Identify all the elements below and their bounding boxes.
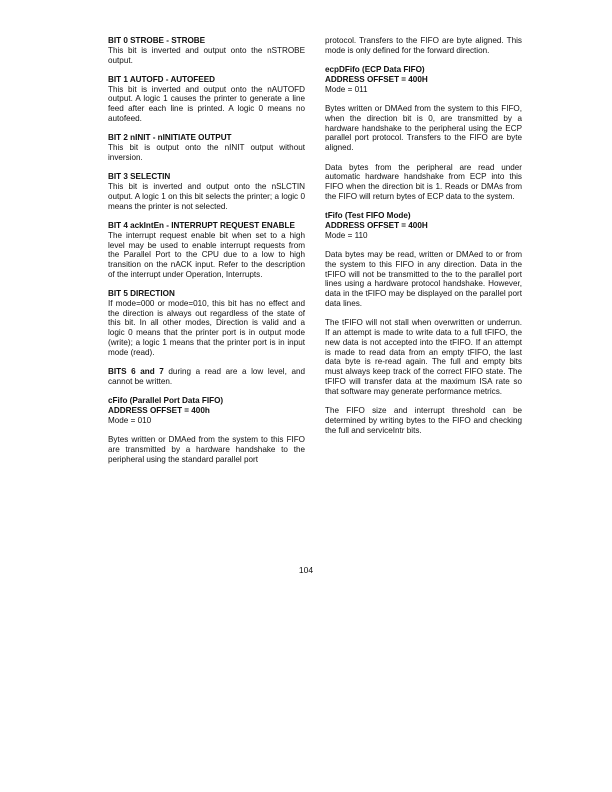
bit2-heading: BIT 2 nINIT - nINITIATE OUTPUT: [108, 133, 232, 143]
cfifo-mode: Mode = 010: [108, 415, 152, 425]
right-column: [325, 36, 522, 445]
tfifo-address: ADDRESS OFFSET = 400H: [325, 221, 428, 230]
cfifo-continuation: protocol. Transfers to the FIFO are byte aligned. This mode is only defined for the forward direction.: [325, 36, 522, 55]
ecpdfifo-mode: Mode = 011: [325, 84, 368, 94]
bits67-body: during a read are a low level, and cannot be written.: [108, 367, 305, 386]
cfifo-text: Bytes written or DMAed from the system to this FIFO are transmitted by a hardware handshake to the peripheral using the standard parallel port: [108, 435, 305, 464]
bit5-section: [108, 289, 305, 357]
tfifo-text3: The FIFO size and interrupt threshold can be determined by writing bytes to the FIFO and checking the full and serviceIntr bits.: [325, 406, 522, 435]
tfifo-body: [325, 250, 522, 435]
bit4-heading: BIT 4 ackIntEn - INTERRUPT REQUEST ENABLE: [108, 221, 295, 230]
cfifo-address: ADDRESS OFFSET = 400h: [108, 406, 210, 416]
ecpdfifo-text1: Bytes written or DMAed from the system to this FIFO, when the direction bit is 0, are transmitted by a hardware handshake to the peripheral using the ECP parallel port protocol. Transfers to the FIFO are byte aligned.: [325, 104, 522, 153]
bit1-text: This bit is inverted and output onto the nAUTOFD output. A logic 1 causes the printer to generate a line feed after each line is printed. A logic 0 means no autofeed.: [108, 84, 305, 123]
tfifo-text1: Data bytes may be read, written or DMAed to or from the system to this FIFO in any direction. Data in the tFIFO will not be transmitted to the to the parallel port lines using a hardware protocol handshake. However, data in the tFIFO may be displayed on the parallel port data lines.: [325, 250, 522, 308]
left-column: [108, 36, 305, 474]
bit4-text: The interrupt request enable bit when set to a high level may be used to enable interrupt requests from the Parallel Port to the CPU due to a low to high transition on the nACK input. Refer to the description of the interrupt under Operation, Interrupts.: [108, 230, 305, 279]
ecpdfifo-body: [325, 104, 522, 201]
tfifo-section: [325, 211, 522, 240]
bit3-text: This bit is inverted and output onto the nSLCTIN output. A logic 1 on this bit selects the printer; a logic 0 means the printer is not selected.: [108, 182, 305, 211]
cfifo-heading: cFifo (Parallel Port Data FIFO): [108, 396, 224, 406]
ecpdfifo-text2: Data bytes from the peripheral are read under automatic hardware handshake from ECP into this FIFO when the direction bit is 1. Reads or DMAs from the FIFO will return bytes of ECP data to the system.: [325, 162, 522, 201]
bit3-section: [108, 172, 305, 211]
page-number: 104: [298, 565, 314, 575]
ecpdfifo-section: [325, 65, 522, 94]
cfifo-section: [108, 396, 305, 464]
cfifo-continuation-section: [325, 36, 522, 56]
bits67-text: [108, 367, 305, 387]
tfifo-text2: The tFIFO will not stall when overwritten or underrun. If an attempt is made to write data to a full tFIFO, the new data is not accepted into the tFIFO. If an attempt is made to read data from an empty tFIFO, the last data byte is re-read again. The full and empty bits must always keep track of the correct FIFO state. The tFIFO will transfer data at the maximum ISA rate so that software may generate performance metrics.: [325, 318, 522, 396]
bit0-section: [108, 36, 305, 65]
bit2-section: [108, 133, 305, 162]
bit5-heading: BIT 5 DIRECTION: [108, 289, 175, 299]
bit0-heading: BIT 0 STROBE - STROBE: [108, 36, 206, 45]
bits67-label: BITS 6 and 7: [108, 367, 164, 377]
bit1-section: [108, 75, 305, 124]
tfifo-mode: Mode = 110: [325, 230, 368, 240]
tfifo-heading: tFifo (Test FIFO Mode): [325, 211, 411, 221]
bit2-text: This bit is output onto the nINIT output without inversion.: [108, 143, 305, 162]
bit4-section: [108, 221, 305, 280]
ecpdfifo-heading: ecpDFifo (ECP Data FIFO): [325, 65, 425, 75]
bit0-text: This bit is inverted and output onto the nSTROBE output.: [108, 45, 305, 65]
bit5-text: If mode=000 or mode=010, this bit has no effect and the direction is always out regardless of the state of this bit. In all other modes, Direction is valid and a logic 0 means that the printer port is in output mode (write); a logic 1 means that the printer port is in input mode (read).: [108, 298, 305, 357]
bits67-section: [108, 367, 305, 387]
bit1-heading: BIT 1 AUTOFD - AUTOFEED: [108, 74, 215, 84]
bit3-heading: BIT 3 SELECTIN: [108, 172, 171, 182]
ecpdfifo-address: ADDRESS OFFSET = 400H: [325, 74, 428, 84]
